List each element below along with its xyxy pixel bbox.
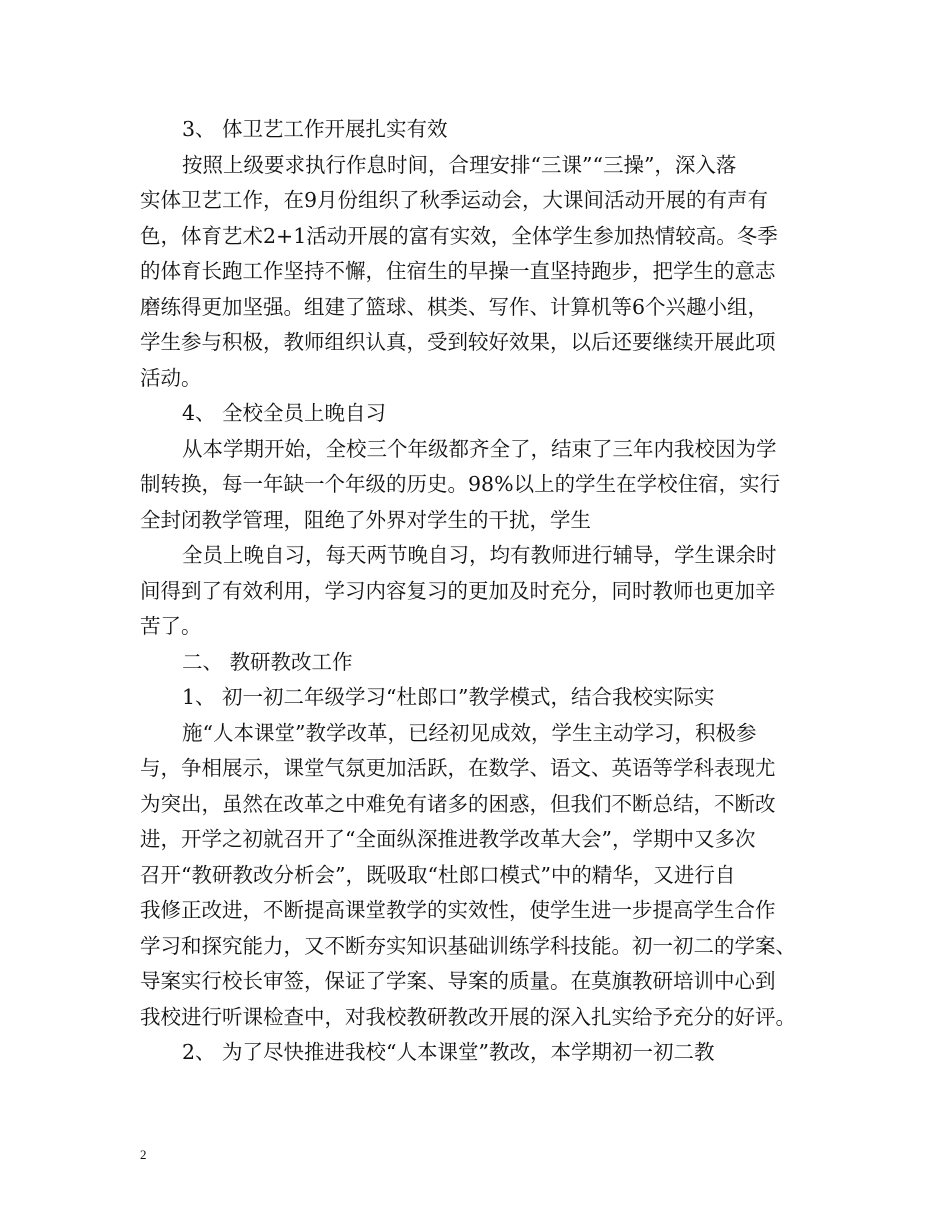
text-line: 1、 初一初二年级学习“杜郎口”教学模式，结合我校实际实 [182, 685, 715, 709]
text-line: 全封闭教学管理，阻绝了外界对学生的干扰，学生 [140, 507, 591, 532]
text-line: 活动。 [140, 365, 202, 390]
text-line: 实体卫艺工作，在9月份组织了秋季运动会，大课间活动开展的有声有 [140, 188, 769, 212]
text-line: 间得到了有效利用，学习内容复习的更加及时充分，同时教师也更加辛 [140, 578, 776, 603]
text-line: 进，开学之初就召开了“全面纵深推进教学改革大会”，学期中又多次 [140, 827, 756, 851]
text-line: 色，体育艺术2+1活动开展的富有实效，全体学生参加热情较高。冬季 [140, 223, 778, 248]
text-line: 磨练得更加坚强。组建了篮球、棋类、写作、计算机等6个兴趣小组， [140, 294, 769, 319]
page-number: 2 [140, 1147, 147, 1162]
text-line: 全员上晚自习，每天两节晚自习，均有教师进行辅导，学生课余时 [182, 543, 777, 567]
text-line: 按照上级要求执行作息时间，合理安排“三课”“三操”，深入落 [182, 152, 737, 177]
text-line: 学习和探究能力，又不断夯实知识基础训练学科技能。初一初二的学案、 [140, 933, 796, 958]
text-line: 施“人本课堂”教学改革，已经初见成效，学生主动学习，积极参 [182, 720, 757, 745]
text-line: 学生参与积极，教师组织认真，受到较好效果，以后还要继续开展此项 [140, 330, 776, 354]
text-line: 召开“教研教改分析会”，既吸取“杜郎口模式”中的精华，又进行自 [140, 862, 736, 887]
text-line: 我校进行听课检查中，对我校教研教改开展的深入扎实给予充分的好评。 [140, 1004, 796, 1029]
text-line: 苦了。 [140, 614, 202, 638]
text-line: 从本学期开始，全校三个年级都齐全了，结束了三年内我校因为学 [182, 436, 777, 461]
text-line: 与，争相展示，课堂气氛更加活跃，在数学、语文、英语等学科表现尤 [140, 756, 776, 780]
text-line: 我修正改进，不断提高课堂教学的实效性，使学生进一步提高学生合作 [140, 898, 776, 922]
text-line: 为突出，虽然在改革之中难免有诸多的困惑，但我们不断总结，不断改 [140, 791, 776, 816]
document-body [140, 112, 830, 1071]
text-line: 的体育长跑工作坚持不懈，住宿生的早操一直坚持跑步，把学生的意志 [140, 259, 776, 283]
text-line: 3、 体卫艺工作开展扎实有效 [182, 117, 448, 141]
text-line: 二、 教研教改工作 [182, 649, 353, 674]
text-line: 2、 为了尽快推进我校“人本课堂”教改，本学期初一初二教 [182, 1040, 715, 1064]
text-line: 4、 全校全员上晚自习 [182, 401, 387, 425]
text-line: 制转换，每一年缺一个年级的历史。98%以上的学生在学校住宿，实行 [140, 472, 781, 496]
text-line: 导案实行校长审签，保证了学案、导案的质量。在莫旗教研培训中心到 [140, 969, 776, 993]
